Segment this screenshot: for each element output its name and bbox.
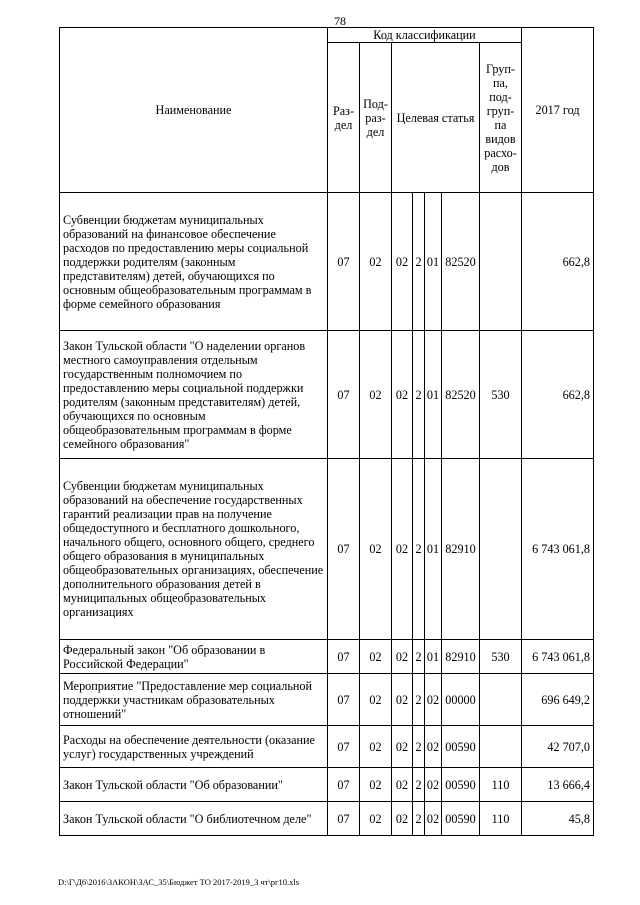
row-target-type: 2 xyxy=(413,726,425,768)
row-razdel: 07 xyxy=(328,674,360,726)
row-podrazdel: 02 xyxy=(360,193,392,331)
row-target-direction: 82520 xyxy=(442,193,480,331)
row-razdel: 07 xyxy=(328,640,360,674)
row-target-type: 2 xyxy=(413,640,425,674)
row-target-subprogram: 02 xyxy=(425,768,442,802)
row-group xyxy=(480,459,522,640)
row-target-direction: 00590 xyxy=(442,726,480,768)
row-podrazdel: 02 xyxy=(360,331,392,459)
row-razdel: 07 xyxy=(328,459,360,640)
row-group: 530 xyxy=(480,331,522,459)
header-row xyxy=(60,28,594,43)
header-year: 2017 год xyxy=(522,28,594,193)
header-razdel: Раз- дел xyxy=(328,43,360,193)
row-target-direction: 00590 xyxy=(442,802,480,836)
row-target-type: 2 xyxy=(413,768,425,802)
row-podrazdel: 02 xyxy=(360,768,392,802)
file-path-footer: D:\Г\Д6\2016\ЗАКОН\ЗАС_35\Бюджет ТО 2017-2019_3 чт\рг10.xls xyxy=(58,877,300,887)
header-name: Наименование xyxy=(60,28,328,193)
row-target-type: 2 xyxy=(413,331,425,459)
row-group xyxy=(480,674,522,726)
header-target: Целевая статья xyxy=(392,43,480,193)
row-amount: 6 743 061,8 xyxy=(522,459,594,640)
row-amount: 6 743 061,8 xyxy=(522,640,594,674)
row-podrazdel: 02 xyxy=(360,640,392,674)
row-podrazdel: 02 xyxy=(360,459,392,640)
row-target-program: 02 xyxy=(392,459,413,640)
row-target-subprogram: 01 xyxy=(425,459,442,640)
row-razdel: 07 xyxy=(328,331,360,459)
header-classification: Код классификации xyxy=(328,28,522,43)
row-target-subprogram: 02 xyxy=(425,802,442,836)
row-name: Закон Тульской области "О наделении органов местного самоуправления отдельным государственным полномочием по предоставлению меры социальной поддержки родителям (законным представителям) детей, обучающихся по основным общеобразовательным программам в форме семейного образования" xyxy=(60,331,328,459)
row-name: Расходы на обеспечение деятельности (оказание услуг) государственных учреждений xyxy=(60,726,328,768)
header-group: Груп- па, под- груп- па видов расхо- дов xyxy=(480,43,522,193)
table-row xyxy=(60,768,594,802)
row-target-program: 02 xyxy=(392,193,413,331)
table-row xyxy=(60,193,594,331)
table-row xyxy=(60,802,594,836)
row-group: 530 xyxy=(480,640,522,674)
row-target-type: 2 xyxy=(413,674,425,726)
row-podrazdel: 02 xyxy=(360,726,392,768)
row-target-program: 02 xyxy=(392,331,413,459)
row-target-program: 02 xyxy=(392,726,413,768)
row-target-program: 02 xyxy=(392,640,413,674)
row-name: Субвенции бюджетам муниципальных образований на финансовое обеспечение расходов по предоставлению меры социальной поддержки родителям (законным представителям) детей, обучающихся по основным общеобразовательным программам в форме семейного образования xyxy=(60,193,328,331)
row-target-program: 02 xyxy=(392,802,413,836)
row-target-subprogram: 01 xyxy=(425,193,442,331)
row-target-direction: 00590 xyxy=(442,768,480,802)
row-amount: 45,8 xyxy=(522,802,594,836)
row-amount: 42 707,0 xyxy=(522,726,594,768)
row-podrazdel: 02 xyxy=(360,802,392,836)
table-row xyxy=(60,459,594,640)
row-amount: 13 666,4 xyxy=(522,768,594,802)
row-razdel: 07 xyxy=(328,193,360,331)
row-group: 110 xyxy=(480,768,522,802)
table-row xyxy=(60,674,594,726)
row-name: Закон Тульской области "О библиотечном деле" xyxy=(60,802,328,836)
header-podrazdel: Под- раз- дел xyxy=(360,43,392,193)
row-target-subprogram: 01 xyxy=(425,331,442,459)
row-amount: 662,8 xyxy=(522,331,594,459)
row-target-type: 2 xyxy=(413,459,425,640)
row-target-direction: 00000 xyxy=(442,674,480,726)
budget-table xyxy=(59,27,594,836)
row-target-program: 02 xyxy=(392,768,413,802)
row-amount: 662,8 xyxy=(522,193,594,331)
row-name: Мероприятие "Предоставление мер социальной поддержки участникам образовательных отношений" xyxy=(60,674,328,726)
table-row xyxy=(60,640,594,674)
row-amount: 696 649,2 xyxy=(522,674,594,726)
row-target-type: 2 xyxy=(413,193,425,331)
row-target-type: 2 xyxy=(413,802,425,836)
row-target-subprogram: 02 xyxy=(425,674,442,726)
row-group xyxy=(480,193,522,331)
row-name: Субвенции бюджетам муниципальных образований на обеспечение государственных гарантий реализации прав на получение общедоступного и бесплатного дошкольного, начального общего, основного общего, среднего общего образования в муниципальных общеобразовательных организациях, обеспечение дополнительного образования детей в муниципальных общеобразовательных организациях xyxy=(60,459,328,640)
row-group: 110 xyxy=(480,802,522,836)
row-podrazdel: 02 xyxy=(360,674,392,726)
row-target-direction: 82910 xyxy=(442,640,480,674)
row-razdel: 07 xyxy=(328,726,360,768)
row-target-subprogram: 02 xyxy=(425,726,442,768)
row-razdel: 07 xyxy=(328,768,360,802)
row-target-direction: 82520 xyxy=(442,331,480,459)
page-number: 78 xyxy=(334,14,346,28)
table-row xyxy=(60,331,594,459)
row-target-direction: 82910 xyxy=(442,459,480,640)
row-group xyxy=(480,726,522,768)
row-name: Федеральный закон "Об образовании в Российской Федерации" xyxy=(60,640,328,674)
row-target-subprogram: 01 xyxy=(425,640,442,674)
row-name: Закон Тульской области "Об образовании" xyxy=(60,768,328,802)
row-target-program: 02 xyxy=(392,674,413,726)
table-row xyxy=(60,726,594,768)
row-razdel: 07 xyxy=(328,802,360,836)
